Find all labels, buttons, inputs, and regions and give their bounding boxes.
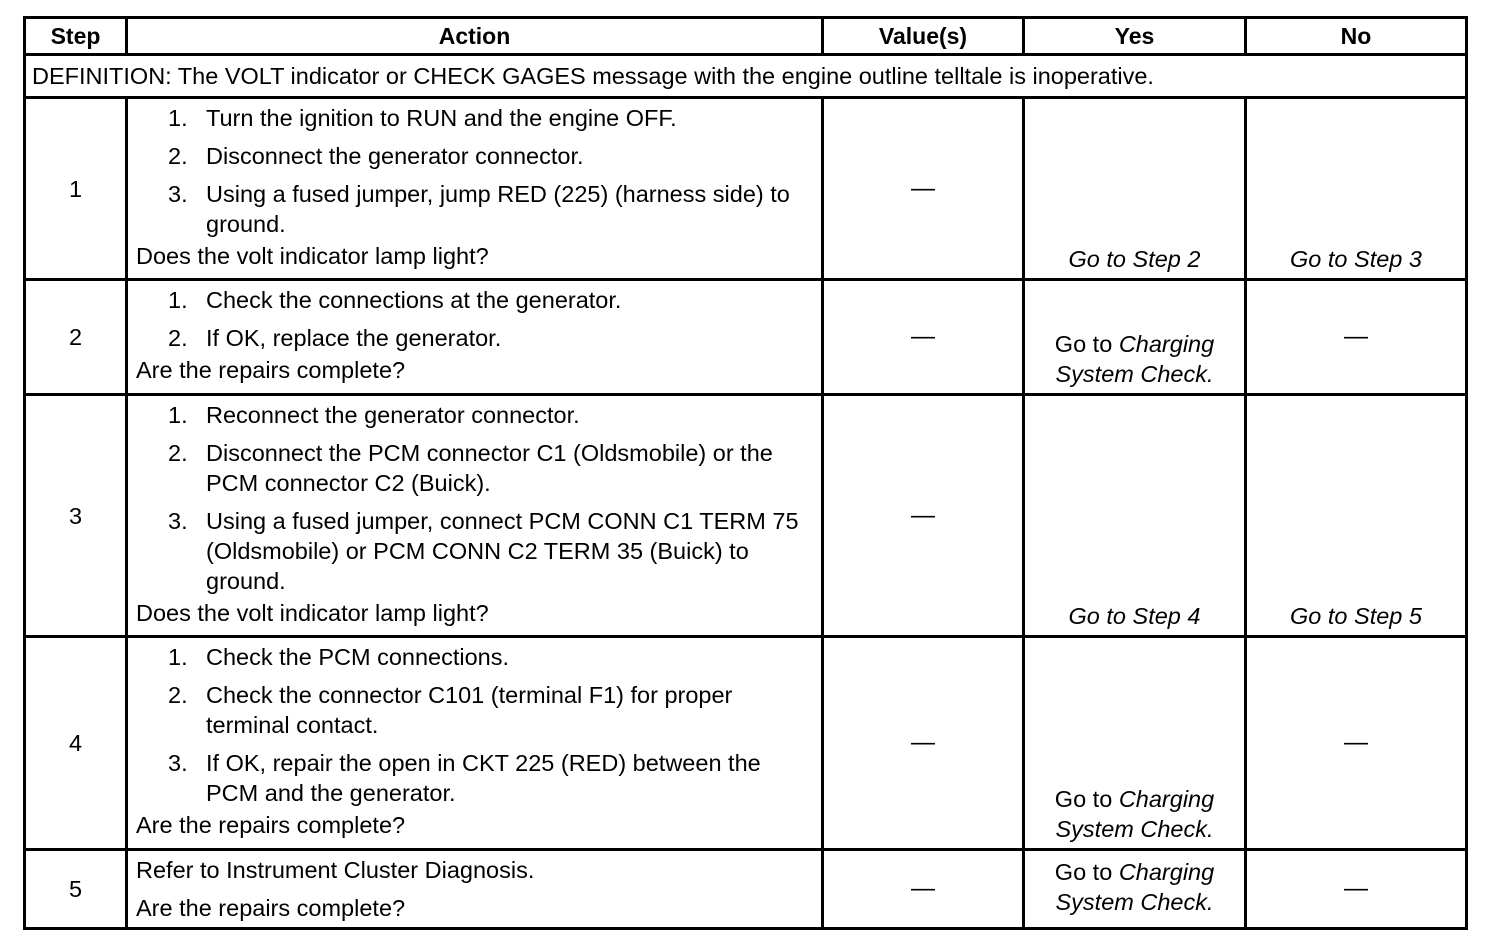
table-row xyxy=(25,280,1467,395)
list-item: 1. Check the connections at the generator. xyxy=(168,287,622,313)
list-item: 3. If OK, repair the open in CKT 225 (RED) between the PCM and the generator. xyxy=(168,750,761,806)
action-list xyxy=(136,642,813,808)
header-action: Action xyxy=(127,18,823,55)
value-cell: — xyxy=(823,637,1024,850)
list-item: 3. Using a fused jumper, connect PCM CONN C1 TERM 75 (Oldsmobile) or PCM CONN C2 TERM 35 (Buick) to ground. xyxy=(168,508,799,594)
list-item: 1. Reconnect the generator connector. xyxy=(168,402,580,428)
question-text: Are the repairs complete? xyxy=(136,812,406,838)
no-cell: — xyxy=(1246,637,1467,850)
action-list xyxy=(136,400,813,596)
value-cell: — xyxy=(823,98,1024,280)
step-number: 1 xyxy=(25,98,127,280)
step-number: 3 xyxy=(25,395,127,637)
list-item: 1. Turn the ignition to RUN and the engine OFF. xyxy=(168,105,677,131)
table-row xyxy=(25,395,1467,637)
no-cell: Go to Step 5 xyxy=(1246,395,1467,637)
value-cell: — xyxy=(823,280,1024,395)
action-list xyxy=(136,103,813,239)
action-cell xyxy=(127,850,823,929)
header-no: No xyxy=(1246,18,1467,55)
list-item: 3. Using a fused jumper, jump RED (225) (harness side) to ground. xyxy=(168,181,790,237)
question-text: Are the repairs complete? xyxy=(136,357,406,383)
yes-cell: Go to Charging System Check. xyxy=(1024,280,1246,395)
no-cell: — xyxy=(1246,850,1467,929)
header-yes: Yes xyxy=(1024,18,1246,55)
table-row xyxy=(25,637,1467,850)
action-text: Refer to Instrument Cluster Diagnosis. xyxy=(136,857,535,883)
action-cell xyxy=(127,395,823,637)
yes-cell: Go to Step 2 xyxy=(1024,98,1246,280)
value-cell: — xyxy=(823,395,1024,637)
step-number: 2 xyxy=(25,280,127,395)
definition-text: DEFINITION: The VOLT indicator or CHECK GAGES message with the engine outline telltale is inoperative. xyxy=(25,55,1467,98)
question-text: Does the volt indicator lamp light? xyxy=(136,243,489,269)
step-number: 4 xyxy=(25,637,127,850)
step-number: 5 xyxy=(25,850,127,929)
header-step: Step xyxy=(25,18,127,55)
question-text: Are the repairs complete? xyxy=(136,895,406,921)
list-item: 2. Check the connector C101 (terminal F1) for proper terminal contact. xyxy=(168,682,733,738)
diagnostic-table xyxy=(23,16,1468,930)
header-row xyxy=(25,18,1467,55)
table-row xyxy=(25,850,1467,929)
action-cell xyxy=(127,280,823,395)
action-list xyxy=(136,285,813,353)
list-item: 2. Disconnect the generator connector. xyxy=(168,143,584,169)
yes-cell: Go to Charging System Check. xyxy=(1024,850,1246,929)
yes-cell: Go to Step 4 xyxy=(1024,395,1246,637)
no-cell: Go to Step 3 xyxy=(1246,98,1467,280)
action-cell xyxy=(127,637,823,850)
definition-row xyxy=(25,55,1467,98)
header-values: Value(s) xyxy=(823,18,1024,55)
list-item: 1. Check the PCM connections. xyxy=(168,644,510,670)
no-cell: — xyxy=(1246,280,1467,395)
table-row xyxy=(25,98,1467,280)
value-cell: — xyxy=(823,850,1024,929)
yes-cell: Go to Charging System Check. xyxy=(1024,637,1246,850)
action-cell xyxy=(127,98,823,280)
list-item: 2. If OK, replace the generator. xyxy=(168,325,502,351)
question-text: Does the volt indicator lamp light? xyxy=(136,600,489,626)
list-item: 2. Disconnect the PCM connector C1 (Oldsmobile) or the PCM connector C2 (Buick). xyxy=(168,440,773,496)
